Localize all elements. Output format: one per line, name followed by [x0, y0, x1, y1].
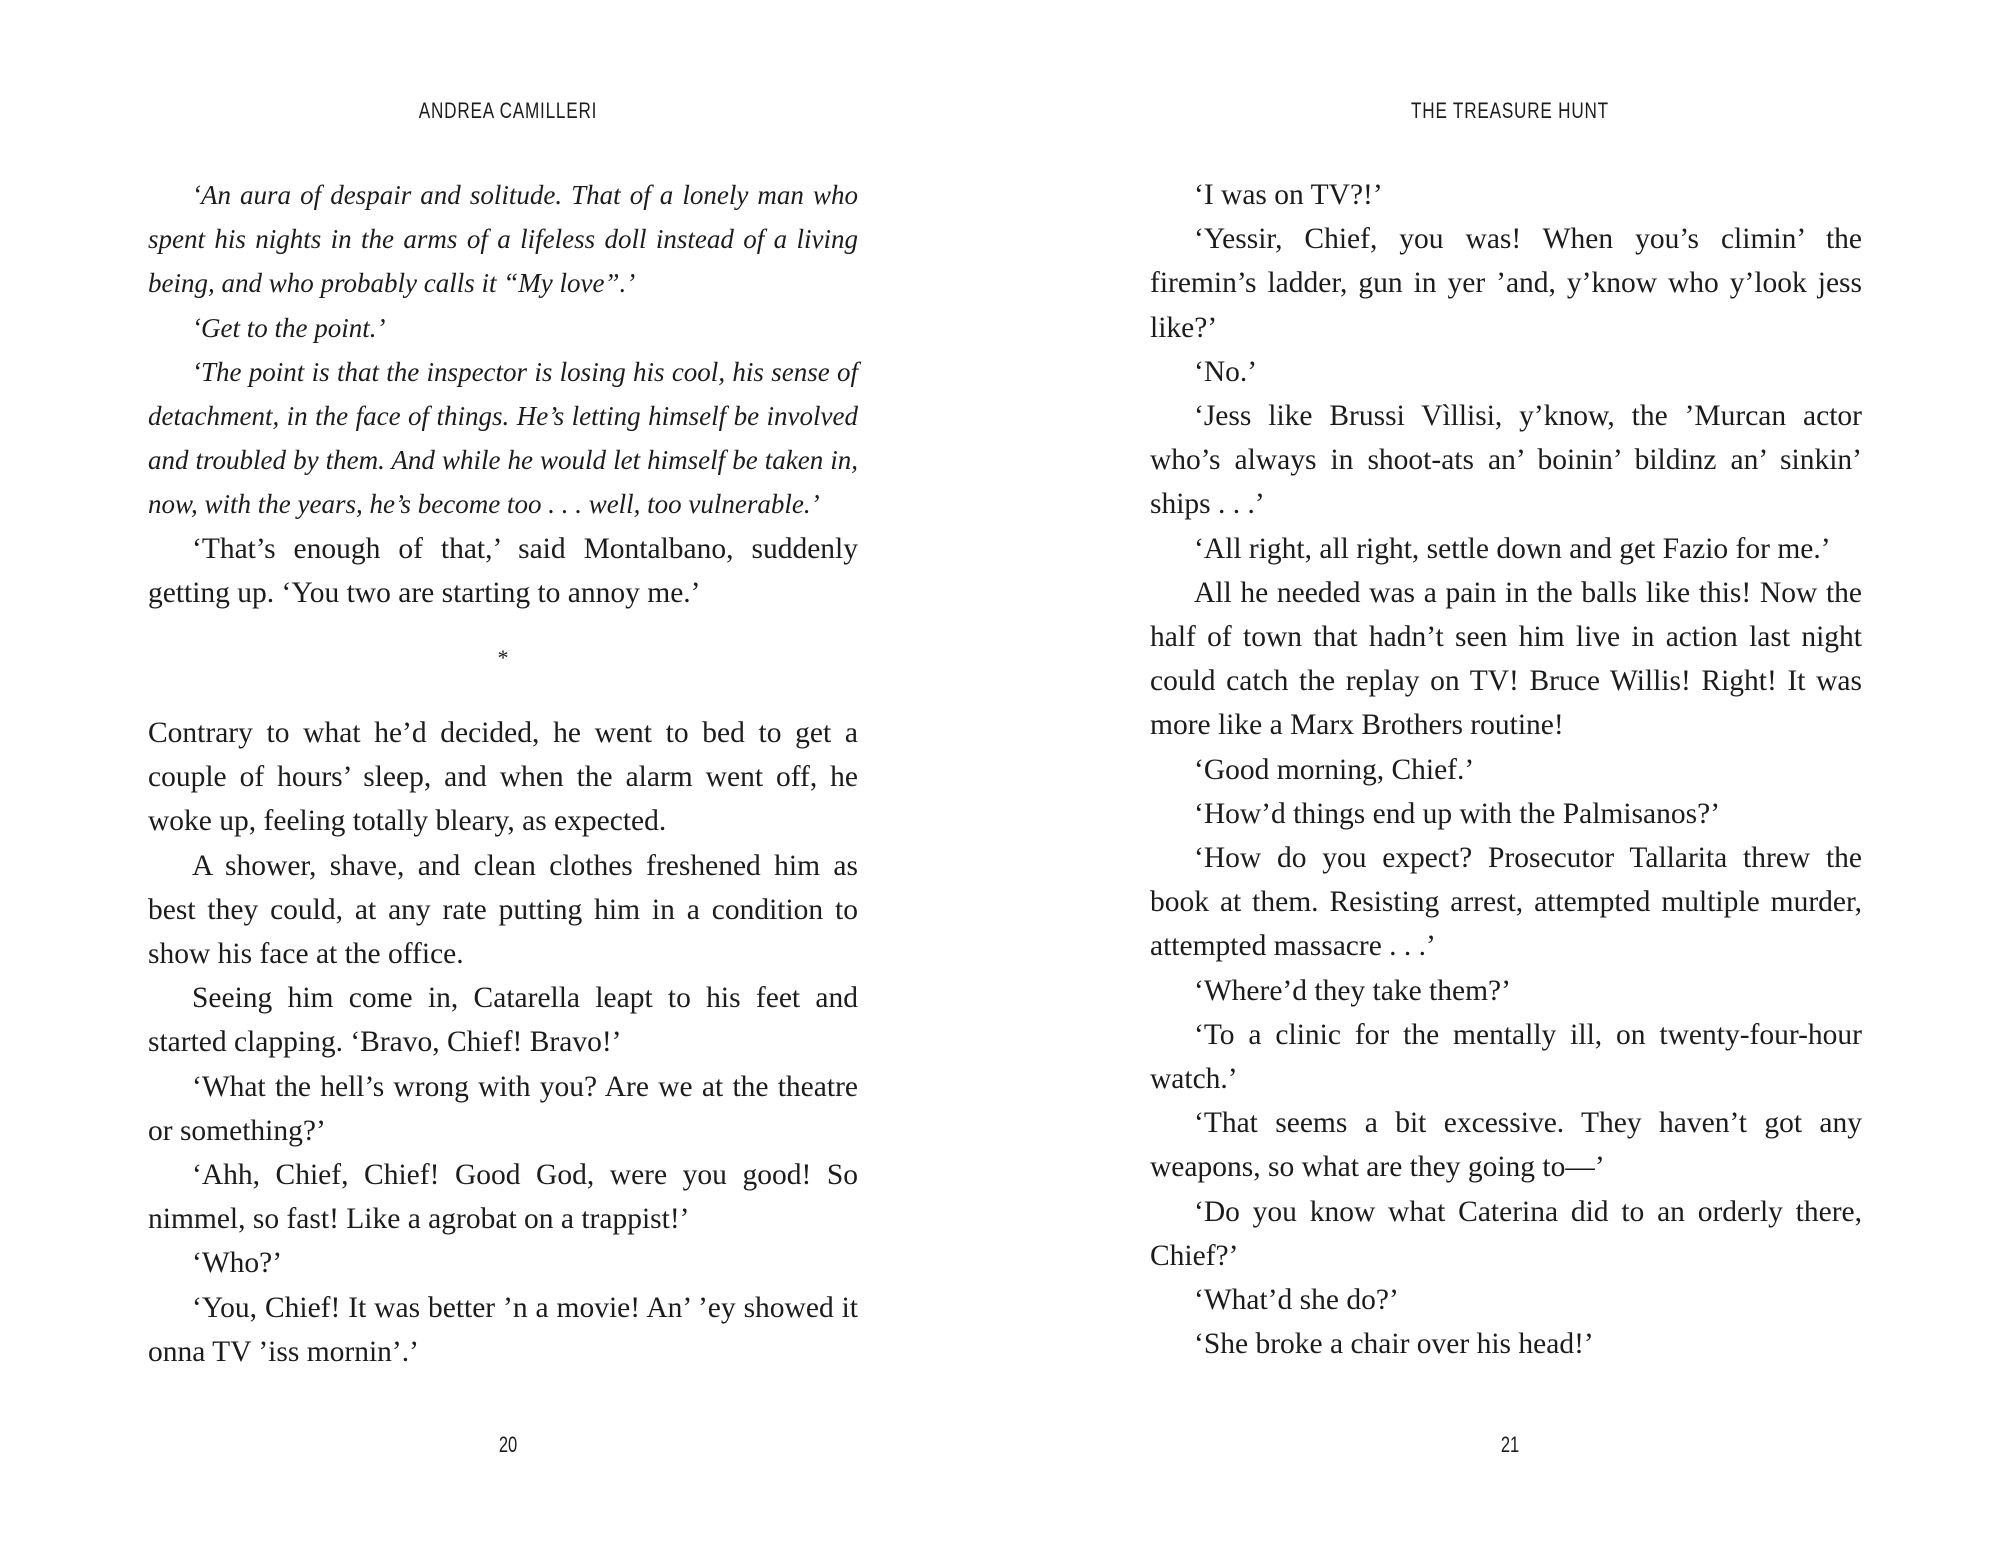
- paragraph: ‘She broke a chair over his head!’: [1194, 1328, 1594, 1361]
- paragraph: ‘What’d she do?’: [1194, 1284, 1399, 1317]
- paragraph: ‘Yessir, Chief, you was! When you’s climin’ the firemin’s ladder, gun in yer ’and, y’know who y’look jess like?’: [1150, 223, 1862, 344]
- paragraph: ‘That’s enough of that,’ said Montalbano, suddenly getting up. ‘You two are starting to annoy me.’: [148, 532, 858, 609]
- paragraph: ‘You, Chief! It was better ’n a movie! An’ ’ey showed it onna TV ’iss mornin’.’: [148, 1291, 858, 1368]
- running-head-author: ANDREA CAMILLERI: [418, 98, 598, 123]
- right-page: [1150, 0, 1870, 1552]
- paragraph: ‘To a clinic for the mentally ill, on twenty-four-hour watch.’: [1150, 1018, 1862, 1096]
- paragraph: ‘That seems a bit excessive. They haven’t got any weapons, so what are they going to—’: [1150, 1107, 1862, 1184]
- page-number-right: 21: [1500, 1432, 1520, 1457]
- paragraph: ‘I was on TV?!’: [1194, 179, 1383, 211]
- page-number-left: 20: [498, 1432, 518, 1457]
- paragraph: ‘All right, all right, settle down and get Fazio for me.’: [1194, 532, 1831, 565]
- paragraph: ‘How’d things end up with the Palmisanos?’: [1194, 797, 1721, 830]
- paragraph: ‘Do you know what Caterina did to an orderly there, Chief?’: [1150, 1195, 1862, 1272]
- paragraph: ‘The point is that the inspector is losing his cool, his sense of detachment, in the face of things. He’s letting himself be involved and troubled by them. And while he would let himself be taken in, now, with the years, he’s become too . . . well, too vulnerable.’: [148, 356, 858, 520]
- left-page: [148, 0, 868, 1552]
- paragraph: ‘Who?’: [192, 1247, 283, 1280]
- running-head-title: THE TREASURE HUNT: [1411, 98, 1609, 123]
- paragraph: ‘What the hell’s wrong with you? Are we at the theatre or something?’: [148, 1070, 858, 1147]
- paragraph: ‘Jess like Brussi Vìllisi, y’know, the ’Murcan actor who’s always in shoot-ats an’ boinin’ bildinz an’ sinkin’ ships . . .’: [1150, 400, 1862, 521]
- paragraph: ‘Where’d they take them?’: [1194, 974, 1511, 1007]
- paragraph: ‘How do you expect? Prosecutor Tallarita threw the book at them. Resisting arrest, attempted multiple murder, attempted massacre . . .’: [1150, 842, 1862, 963]
- section-break-asterisk: *: [497, 645, 509, 671]
- paragraph: ‘An aura of despair and solitude. That of a lonely man who spent his nights in the arms of a lifeless doll instead of a living being, and who probably calls it “My love”.’: [148, 180, 858, 299]
- paragraph: ‘Good morning, Chief.’: [1194, 753, 1475, 786]
- paragraph: Seeing him come in, Catarella leapt to his feet and started clapping. ‘Bravo, Chief! Bravo!’: [148, 982, 858, 1059]
- left-text-block: [148, 173, 858, 1374]
- paragraph: ‘Get to the point.’: [192, 312, 386, 343]
- paragraph: A shower, shave, and clean clothes freshened him as best they could, at any rate putting him in a condition to show his face at the office.: [148, 849, 858, 971]
- right-text-block: [1150, 173, 1862, 1366]
- paragraph: ‘No.’: [1194, 355, 1258, 388]
- paragraph: All he needed was a pain in the balls like this! Now the half of town that hadn’t seen him live in action last night could catch the replay on TV! Bruce Willis! Right! It was more like a Marx Brothers routine!: [1150, 576, 1862, 742]
- paragraph: Contrary to what he’d decided, he went to bed to get a couple of hours’ sleep, and when the alarm went off, he woke up, feeling totally bleary, as expected.: [148, 717, 858, 838]
- paragraph: ‘Ahh, Chief, Chief! Good God, were you good! So nimmel, so fast! Like a agrobat on a trappist!’: [148, 1159, 858, 1236]
